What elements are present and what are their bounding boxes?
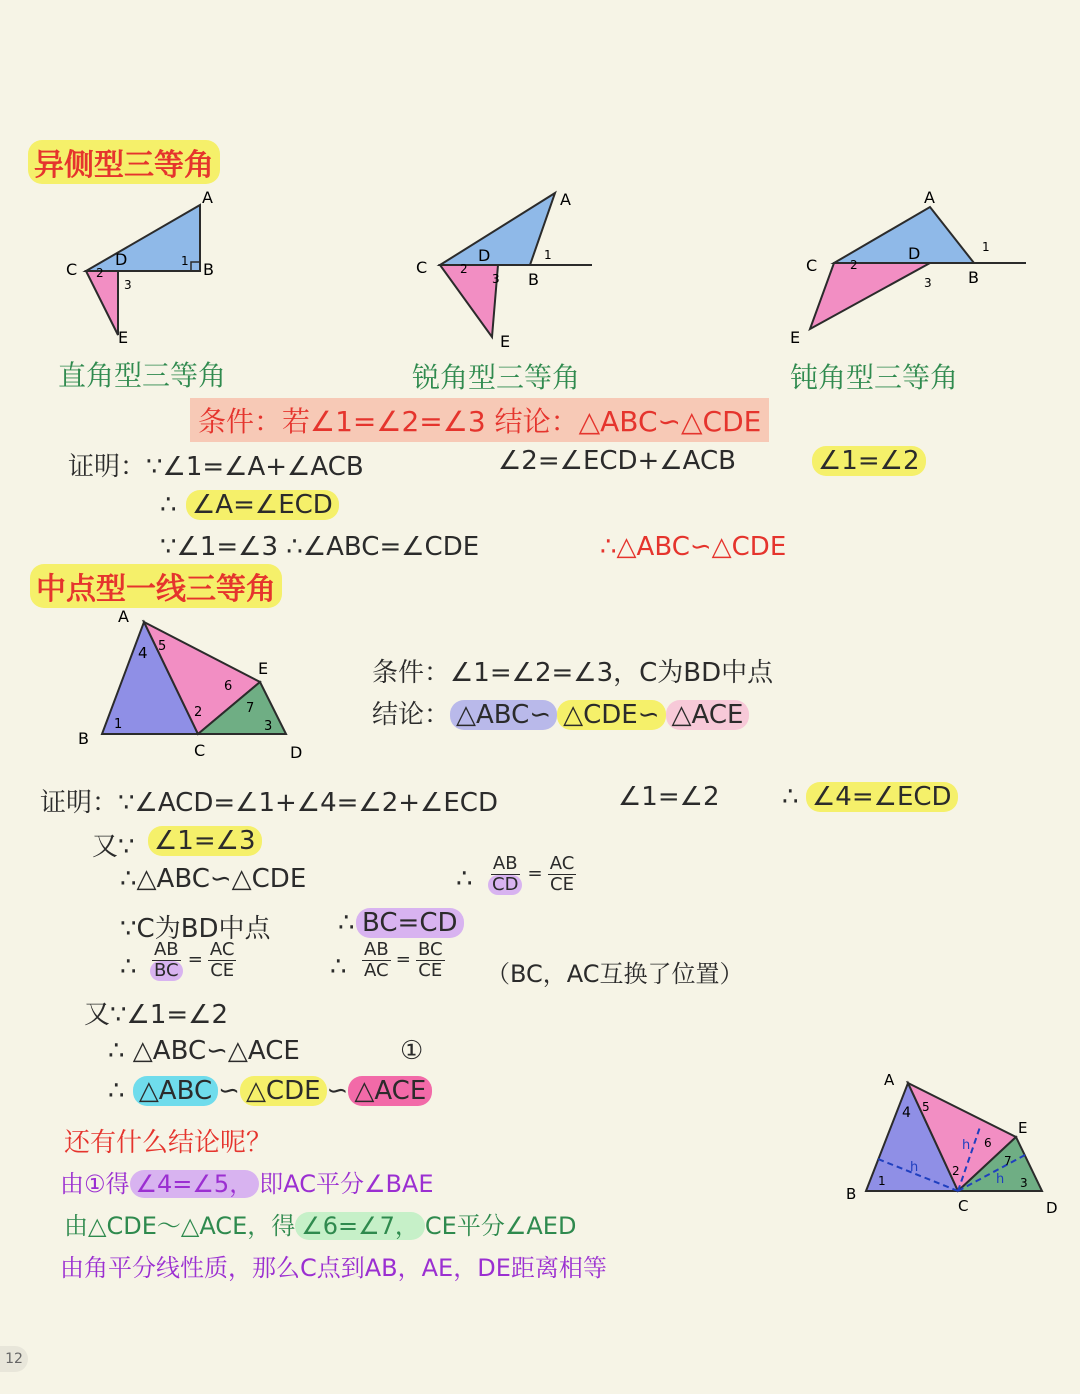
ratio-1: $\frac{AB}{CD}$ = $\frac{AC}{CE}$ <box>488 854 576 895</box>
svg-text:4: 4 <box>902 1105 911 1121</box>
angle-2: 2 <box>96 266 104 280</box>
svg-text:3: 3 <box>924 276 932 290</box>
proof2-line1a: 证明：∵∠ACD=∠1+∠4=∠2+∠ECD <box>40 788 498 818</box>
svg-text:5: 5 <box>158 639 167 654</box>
svg-text:1: 1 <box>544 248 552 262</box>
proof2-line7: ∴ △ABC∽△ACE <box>108 1036 300 1066</box>
svg-text:D: D <box>908 244 921 263</box>
svg-text:E: E <box>790 328 801 347</box>
triangle-abc <box>440 193 555 265</box>
proof2-line2a: 又∵ <box>92 832 135 862</box>
caption-right-angle: 直角型三等角 <box>58 359 227 392</box>
diagram-acute-angle <box>410 185 610 350</box>
svg-text:A: A <box>884 1071 895 1089</box>
ratio-2: $\frac{AB}{BC}$ = $\frac{AC}{CE}$ <box>150 940 236 981</box>
label-b: B <box>203 260 214 279</box>
svg-text:E: E <box>1018 1119 1028 1137</box>
svg-text:7: 7 <box>246 701 255 716</box>
svg-text:E: E <box>500 332 511 350</box>
svg-text:1: 1 <box>114 717 123 732</box>
proof2-line1b: ∠1=∠2 <box>618 782 720 812</box>
svg-text:B: B <box>528 270 539 289</box>
proof2-line8: ∴ △ABC ∽ △CDE ∽ △ACE <box>108 1076 432 1106</box>
svg-text:2: 2 <box>952 1164 960 1178</box>
diagram-right-angle <box>60 185 240 350</box>
proof1-line1b: ∠2=∠ECD+∠ACB <box>498 446 736 476</box>
extra-line2: 由△CDE～△ACE，得 ∠6=∠7， CE平分∠AED <box>64 1212 577 1240</box>
conclusion-label: 结论： <box>372 700 451 730</box>
triangle-abc <box>834 207 974 263</box>
svg-text:B: B <box>846 1185 857 1203</box>
proof1-line2b: ∠A=∠ECD <box>186 490 339 520</box>
proof2-line5b: ∴ <box>330 952 347 982</box>
svg-text:3: 3 <box>264 719 273 734</box>
extra-line3: 由角平分线性质，那么C点到AB，AE，DE距离相等 <box>60 1254 607 1282</box>
diagram-obtuse-angle <box>790 185 1035 350</box>
angle-1: 1 <box>181 254 189 268</box>
svg-text:C: C <box>958 1197 969 1215</box>
svg-text:2: 2 <box>460 262 468 276</box>
final-cde: △CDE <box>240 1076 327 1106</box>
svg-text:3: 3 <box>492 272 500 286</box>
svg-text:2: 2 <box>850 258 858 272</box>
svg-text:5: 5 <box>922 1100 930 1114</box>
label-a: A <box>202 188 213 207</box>
proof2-line2b: ∠1=∠3 <box>148 826 262 856</box>
proof1-line3b: ∴△ABC∽△CDE <box>600 532 787 562</box>
diagram-midpoint-distances <box>840 1065 1065 1220</box>
svg-text:A: A <box>560 190 571 209</box>
label-c: C <box>66 260 78 279</box>
svg-text:C: C <box>416 258 428 277</box>
conclusion-ace: △ACE <box>666 700 750 730</box>
proof2-line1d: ∠4=∠ECD <box>806 782 958 812</box>
svg-text:D: D <box>1046 1199 1058 1217</box>
svg-text:B: B <box>78 729 89 748</box>
svg-text:h: h <box>910 1160 919 1175</box>
proof2-line1c: ∴ <box>782 782 799 812</box>
svg-text:E: E <box>258 659 269 678</box>
conclusion-abc: △ABC∽ <box>450 700 557 730</box>
svg-text:h: h <box>996 1172 1005 1187</box>
svg-text:A: A <box>924 188 935 207</box>
svg-text:1: 1 <box>878 1174 886 1188</box>
svg-text:6: 6 <box>984 1136 992 1150</box>
final-ace: △ACE <box>348 1076 432 1106</box>
midpoint-condition: 条件：∠1=∠2=∠3，C为BD中点 <box>372 658 774 688</box>
triangle-cde <box>810 263 930 329</box>
final-abc: △ABC <box>133 1076 218 1106</box>
section-title-1: 异侧型三等角 <box>28 140 220 184</box>
section-title-2: 中点型一线三等角 <box>30 564 282 608</box>
ratio-3: $\frac{AB}{AC}$ = $\frac{BC}{CE}$ <box>364 939 443 981</box>
svg-text:1: 1 <box>982 240 990 254</box>
proof1-line1c: ∠1=∠2 <box>812 446 926 476</box>
svg-text:4: 4 <box>138 644 148 662</box>
svg-text:A: A <box>118 607 129 626</box>
proof2-line5a: ∴ <box>120 952 137 982</box>
diagram-midpoint <box>70 600 320 770</box>
svg-text:C: C <box>806 256 818 275</box>
svg-text:2: 2 <box>194 705 203 720</box>
proof2-line4b: ∴ <box>338 908 355 938</box>
conclusion-cde: △CDE∽ <box>557 700 665 730</box>
svg-text:B: B <box>968 268 979 287</box>
proof2-line3b: ∴ <box>456 864 473 894</box>
midpoint-conclusion <box>372 694 749 731</box>
extra-question: 还有什么结论呢？ <box>64 1128 273 1158</box>
svg-text:C: C <box>194 741 206 760</box>
proof2-line5c: （BC，AC互换了位置） <box>486 960 744 988</box>
caption-acute-angle: 锐角型三等角 <box>412 361 581 394</box>
extra-line1: 由①得 ∠4=∠5， 即AC平分∠BAE <box>60 1170 434 1198</box>
proof2-line7b: ① <box>400 1036 424 1066</box>
svg-text:D: D <box>290 743 303 762</box>
condition-conclusion-1: 条件：若∠1=∠2=∠3 结论：△ABC∽△CDE <box>190 398 769 442</box>
svg-text:7: 7 <box>1004 1154 1012 1168</box>
caption-obtuse-angle: 钝角型三等角 <box>790 361 959 394</box>
triangle-cde <box>440 265 498 337</box>
proof2-line3a: ∴△ABC∽△CDE <box>120 864 307 894</box>
angle-3: 3 <box>124 278 132 292</box>
label-e: E <box>118 328 129 347</box>
svg-text:D: D <box>478 246 491 265</box>
proof1-line3a: ∵∠1=∠3 ∴∠ABC=∠CDE <box>160 532 480 562</box>
proof2-line4c: BC=CD <box>356 908 464 938</box>
proof2-line6: 又∵∠1=∠2 <box>84 1000 229 1030</box>
svg-text:3: 3 <box>1020 1176 1028 1190</box>
svg-text:6: 6 <box>224 679 233 694</box>
proof1-line1a: 证明：∵∠1=∠A+∠ACB <box>68 452 364 482</box>
proof1-line2a: ∴ <box>160 490 177 520</box>
label-d: D <box>115 250 128 269</box>
proof2-line4a: ∵C为BD中点 <box>120 914 271 944</box>
page-number: 12 <box>0 1346 28 1372</box>
triangle-cde <box>86 271 118 335</box>
svg-text:h: h <box>962 1138 971 1153</box>
